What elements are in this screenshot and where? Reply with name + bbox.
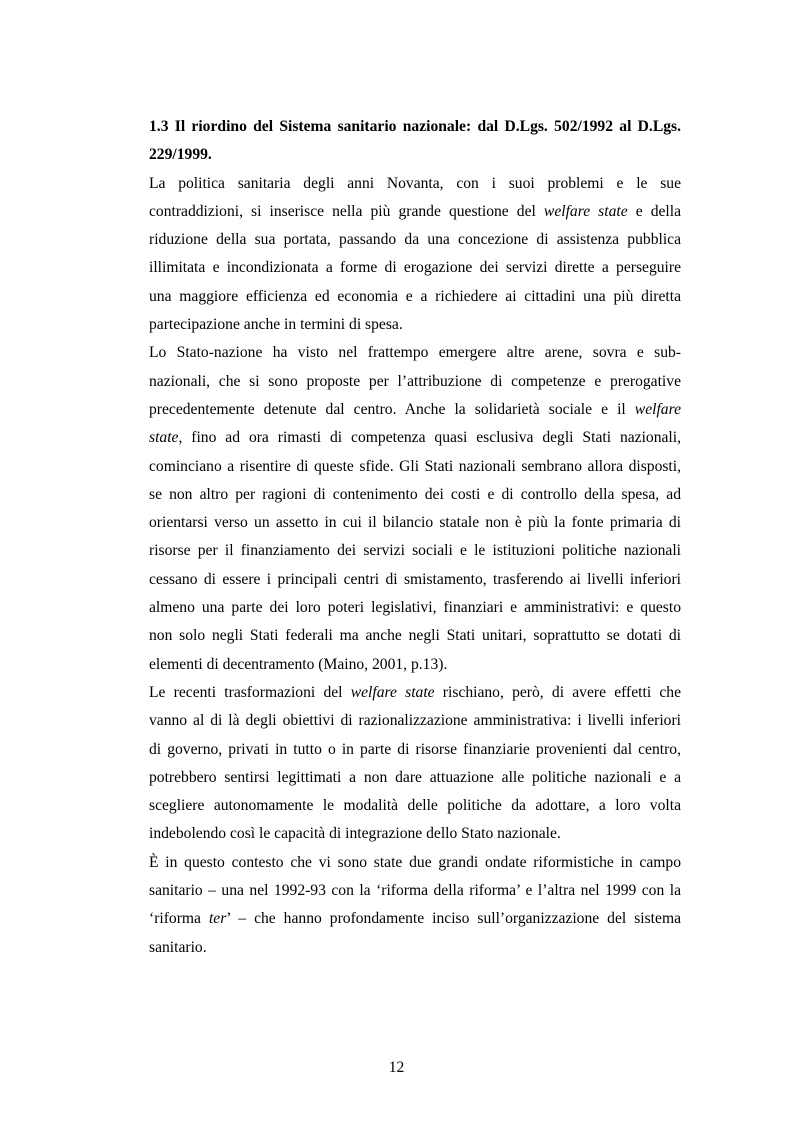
- text-line: precedentemente detenute dal centro. Anche la solidarietà sociale e il welfare: [149, 400, 681, 418]
- section-heading-line-1: 1.3 Il riordino del Sistema sanitario nazionale: dal D.Lgs. 502/1992 al D.Lgs.: [149, 118, 681, 135]
- italic-term: state: [149, 429, 179, 447]
- text-line: vanno al di là degli obiettivi di razionalizzazione amministrativa: i livelli inferiori: [149, 712, 681, 730]
- section-heading-line-2: 229/1999.: [149, 146, 212, 164]
- text-line: indebolendo così le capacità di integrazione dello Stato nazionale.: [149, 825, 561, 843]
- italic-term: ter: [208, 910, 227, 928]
- text-line: potrebbero sentirsi legittimati a non dare attuazione alle politiche nazionali e a: [149, 768, 681, 786]
- paragraph-3: [149, 679, 681, 849]
- italic-term: welfare state: [543, 202, 628, 220]
- text-line: una maggiore efficienza ed economia e a richiedere ai cittadini una più diretta: [149, 287, 681, 305]
- paragraph-2: [149, 339, 681, 679]
- text-line: sanitario.: [149, 938, 207, 956]
- text-line: risorse per il finanziamento dei servizi sociali e le istituzioni politiche nazionali: [149, 542, 681, 560]
- text-line: state, fino ad ora rimasti di competenza quasi esclusiva degli Stati nazionali,: [149, 429, 681, 447]
- text-line: Le recenti trasformazioni del welfare state rischiano, però, di avere effetti che: [149, 683, 682, 701]
- text-line: elementi di decentramento (Maino, 2001, p.13).: [149, 655, 448, 673]
- document-page: [149, 113, 681, 962]
- italic-term: welfare state: [350, 683, 435, 701]
- text-line: cominciano a risentire di queste sfide. Gli Stati nazionali sembrano allora disposti,: [149, 457, 681, 475]
- text-line: partecipazione anche in termini di spesa.: [149, 316, 403, 334]
- text-line: ‘riforma ter’ – che hanno profondamente inciso sull’organizzazione del sistema: [149, 910, 681, 928]
- text-line: scegliere autonomamente le modalità delle politiche da adottare, a loro volta: [149, 797, 681, 815]
- text-line: illimitata e incondizionata a forme di erogazione dei servizi dirette a perseguire: [149, 259, 681, 277]
- page-number: 12: [388, 1059, 405, 1076]
- text-line: sanitario – una nel 1992-93 con la ‘riforma della riforma’ e l’altra nel 1999 con la: [149, 882, 681, 900]
- text-line: se non altro per ragioni di contenimento dei costi e di controllo della spesa, ad: [149, 485, 681, 503]
- text-line: almeno una parte dei loro poteri legislativi, finanziari e amministrativi: e questo: [149, 599, 681, 617]
- body-text: [149, 170, 681, 962]
- text-line: Lo Stato-nazione ha visto nel frattempo emergere altre arene, sovra e sub-: [149, 344, 681, 362]
- text-line: orientarsi verso un assetto in cui il bilancio statale non è più la fonte primaria di: [149, 514, 681, 532]
- text-line: nazionali, che si sono proposte per l’attribuzione di competenze e prerogative: [149, 372, 681, 390]
- italic-term: welfare: [634, 400, 681, 418]
- text-line: La politica sanitaria degli anni Novanta, con i suoi problemi e le sue: [149, 174, 681, 192]
- paragraph-1: [149, 170, 681, 340]
- paragraph-4: [149, 849, 681, 962]
- text-line: cessano di essere i principali centri di smistamento, trasferendo ai livelli inferiori: [149, 570, 681, 588]
- section-heading: [149, 113, 681, 170]
- text-line: contraddizioni, si inserisce nella più grande questione del welfare state e della: [149, 202, 681, 220]
- text-line: È in questo contesto che vi sono state due grandi ondate riformistiche in campo: [149, 853, 681, 871]
- text-line: di governo, privati in tutto o in parte di risorse finanziarie provenienti dal centro,: [149, 740, 681, 758]
- text-line: non solo negli Stati federali ma anche negli Stati unitari, soprattutto se dotati di: [149, 627, 681, 645]
- text-line: riduzione della sua portata, passando da una concezione di assistenza pubblica: [149, 231, 681, 249]
